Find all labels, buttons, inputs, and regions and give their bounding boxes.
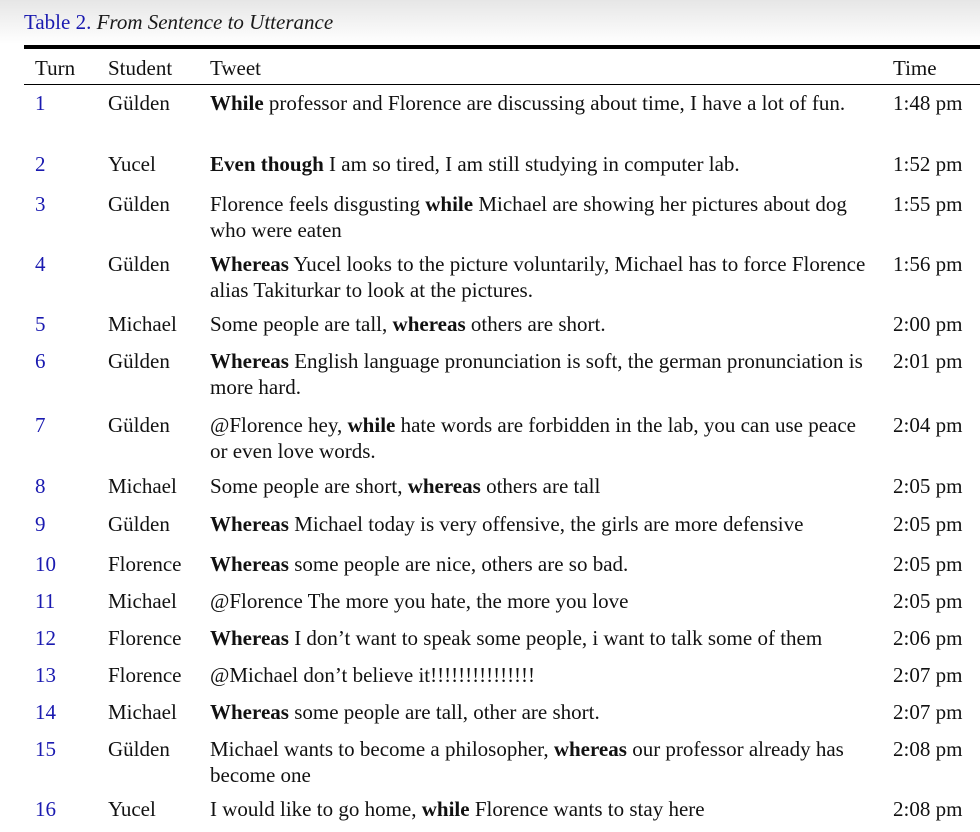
time-cell: 1:56 pm	[893, 252, 963, 276]
turn-cell: 16	[35, 797, 56, 821]
header-tweet: Tweet	[210, 56, 262, 80]
tweet-text: hate words are forbidden in the lab, you can use peace or even love words.	[210, 413, 857, 463]
time-cell: 2:08 pm	[893, 737, 963, 761]
tweet-text: I don’t want to speak some people, i want to talk some of them	[288, 626, 823, 650]
header-student: Student	[108, 56, 173, 80]
student-cell: Yucel	[108, 152, 156, 176]
turn-cell: 11	[35, 589, 56, 613]
student-cell: Gülden	[108, 192, 170, 216]
tweet-text: professor and Florence are discussing about time, I have a lot of fun.	[263, 91, 846, 115]
turn-cell: 8	[35, 474, 46, 498]
student-cell: Gülden	[108, 413, 170, 437]
tweet-text: Some people are tall,	[210, 312, 393, 336]
student-cell: Gülden	[108, 349, 170, 373]
student-cell: Gülden	[108, 252, 170, 276]
student-cell: Michael	[108, 700, 177, 724]
tweet-conjunction: Whereas	[210, 700, 289, 724]
turn-cell: 9	[35, 512, 46, 536]
table-title: From Sentence to Utterance	[96, 10, 334, 34]
student-cell: Michael	[108, 474, 177, 498]
tweet-conjunction: while	[425, 192, 474, 216]
tweet-text: some people are tall, other are short.	[288, 700, 600, 724]
tweet-conjunction: Whereas	[210, 626, 289, 650]
tweet-conjunction: While	[210, 91, 264, 115]
time-cell: 2:06 pm	[893, 626, 963, 650]
tweet-cell	[210, 311, 878, 337]
tweet-cell	[210, 251, 878, 303]
tweet-text: Yucel looks to the picture voluntarily, Michael has to force Florence alias Takiturkar to look at the pictures.	[210, 252, 866, 302]
tweet-text: @Florence The more you hate, the more you love	[210, 589, 629, 613]
tweet-cell	[210, 736, 878, 788]
tweet-cell	[210, 588, 878, 614]
tweet-text: others are tall	[480, 474, 601, 498]
time-cell: 1:52 pm	[893, 152, 963, 176]
time-cell: 2:07 pm	[893, 663, 963, 687]
turn-cell: 1	[35, 91, 46, 115]
tweet-text: I would like to go home,	[210, 797, 422, 821]
tweet-text: Michael today is very offensive, the girls are more defensive	[288, 512, 804, 536]
student-cell: Yucel	[108, 797, 156, 821]
turn-cell: 5	[35, 312, 46, 336]
header-turn: Turn	[35, 56, 76, 80]
tweet-text: Florence feels disgusting	[210, 192, 426, 216]
table-header	[0, 55, 980, 83]
student-cell: Gülden	[108, 737, 170, 761]
turn-cell: 2	[35, 152, 46, 176]
time-cell: 2:08 pm	[893, 797, 963, 821]
time-cell: 2:04 pm	[893, 413, 963, 437]
tweet-conjunction: Whereas	[210, 512, 289, 536]
turn-cell: 3	[35, 192, 46, 216]
table-label: Table 2.	[24, 10, 92, 34]
tweet-cell	[210, 151, 878, 177]
student-cell: Florence	[108, 552, 182, 576]
tweet-cell	[210, 662, 878, 688]
turn-cell: 13	[35, 663, 56, 687]
turn-cell: 4	[35, 252, 46, 276]
tweet-conjunction: while	[421, 797, 470, 821]
table-caption	[24, 9, 333, 35]
top-rule	[24, 45, 980, 49]
time-cell: 2:05 pm	[893, 474, 963, 498]
time-cell: 2:05 pm	[893, 552, 963, 576]
time-cell: 2:05 pm	[893, 589, 963, 613]
turn-cell: 10	[35, 552, 56, 576]
student-cell: Michael	[108, 589, 177, 613]
time-cell: 2:05 pm	[893, 512, 963, 536]
header-time: Time	[893, 56, 937, 80]
time-cell: 2:01 pm	[893, 349, 963, 373]
time-cell: 1:55 pm	[893, 192, 963, 216]
tweet-text: English language pronunciation is soft, the german pronunciation is more hard.	[210, 349, 863, 399]
tweet-cell	[210, 348, 878, 400]
tweet-text: Some people are short,	[210, 474, 408, 498]
tweet-conjunction: Whereas	[210, 552, 289, 576]
student-cell: Florence	[108, 626, 182, 650]
tweet-conjunction: whereas	[553, 737, 627, 761]
tweet-text: @Michael don’t believe it!!!!!!!!!!!!!!!	[210, 663, 536, 687]
student-cell: Gülden	[108, 512, 170, 536]
turn-cell: 7	[35, 413, 46, 437]
tweet-conjunction: whereas	[407, 474, 481, 498]
tweet-text: Florence wants to stay here	[469, 797, 705, 821]
tweet-conjunction: while	[347, 413, 396, 437]
header-rule	[24, 84, 980, 85]
turn-cell: 6	[35, 349, 46, 373]
turn-cell: 12	[35, 626, 56, 650]
turn-cell: 15	[35, 737, 56, 761]
tweet-text: Michael wants to become a philosopher,	[210, 737, 554, 761]
time-cell: 2:00 pm	[893, 312, 963, 336]
tweet-conjunction: Even though	[210, 152, 324, 176]
tweet-cell	[210, 473, 878, 499]
tweet-text: @Florence hey,	[210, 413, 348, 437]
tweet-text: others are short.	[465, 312, 606, 336]
tweet-cell	[210, 412, 878, 464]
student-cell: Florence	[108, 663, 182, 687]
turn-cell: 14	[35, 700, 56, 724]
tweet-text: I am so tired, I am still studying in computer lab.	[323, 152, 740, 176]
tweet-cell	[210, 191, 878, 243]
time-cell: 2:07 pm	[893, 700, 963, 724]
tweet-cell	[210, 90, 878, 116]
tweet-conjunction: Whereas	[210, 349, 289, 373]
tweet-cell	[210, 625, 878, 651]
student-cell: Michael	[108, 312, 177, 336]
tweet-conjunction: Whereas	[210, 252, 289, 276]
tweet-text: some people are nice, others are so bad.	[288, 552, 629, 576]
tweet-conjunction: whereas	[392, 312, 466, 336]
tweet-cell	[210, 551, 878, 577]
student-cell: Gülden	[108, 91, 170, 115]
tweet-cell	[210, 699, 878, 725]
time-cell: 1:48 pm	[893, 91, 963, 115]
tweet-text: Michael are showing her pictures about dog who were eaten	[210, 192, 847, 242]
tweet-cell	[210, 796, 878, 822]
tweet-text: our professor already has become one	[210, 737, 844, 787]
tweet-cell	[210, 511, 878, 537]
